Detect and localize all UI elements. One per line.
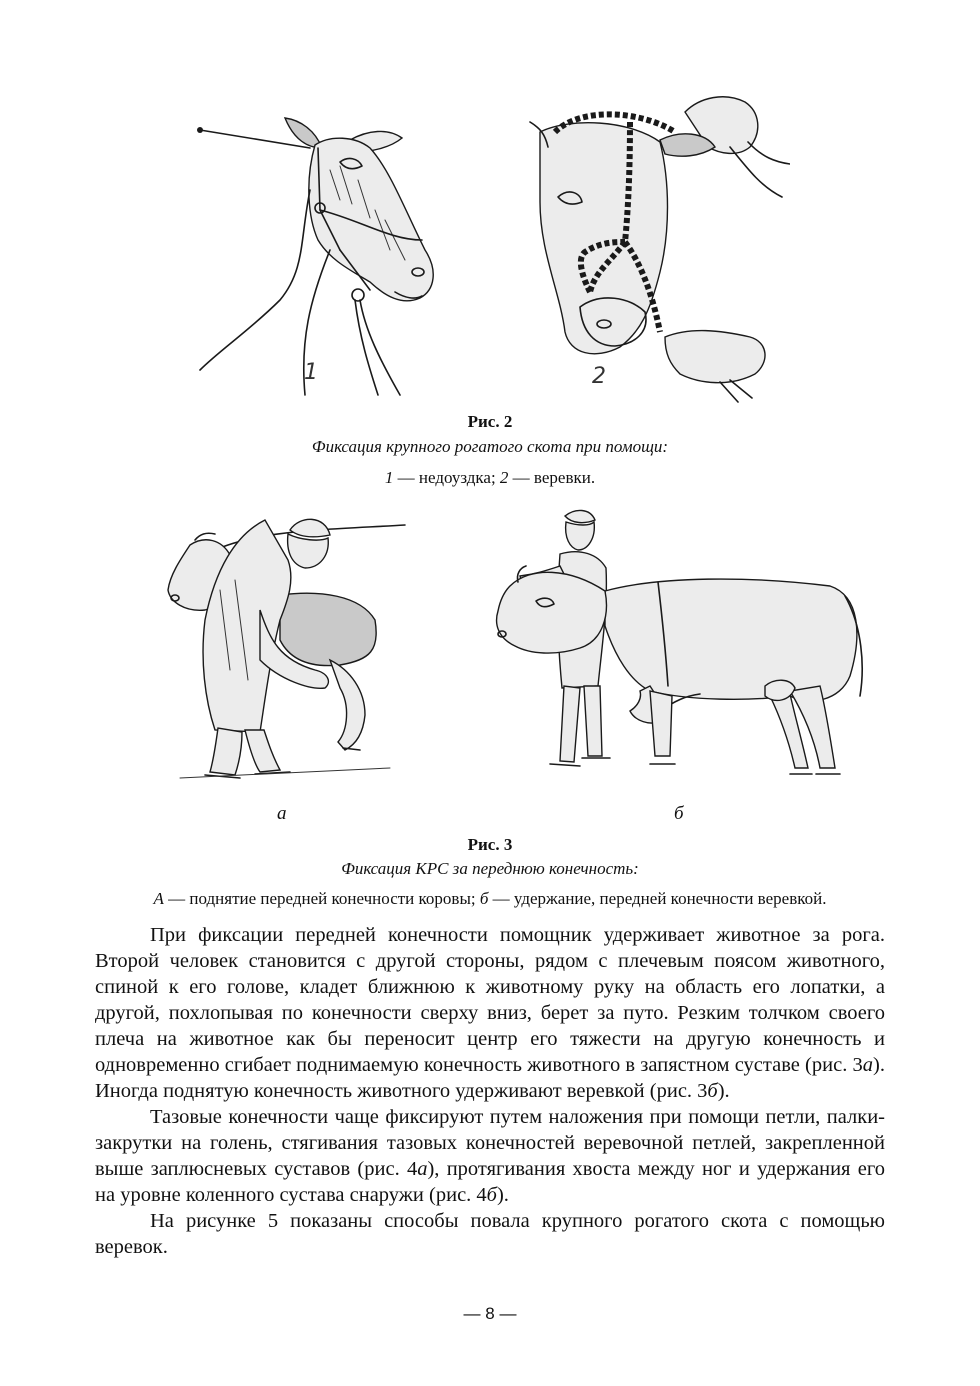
figure3-label-b: б bbox=[674, 803, 684, 824]
paragraph-2-italic1: а bbox=[417, 1158, 428, 1180]
figure2-legend-text2: — веревки. bbox=[508, 468, 596, 487]
figure2-subtitle: Фиксация крупного рогатого скота при помощи: bbox=[311, 437, 669, 456]
paragraph-3: На рисунке 5 показаны способы повала крупного рогатого скота с помощью веревок. bbox=[95, 1210, 885, 1258]
figure3-legend-letter-b: б bbox=[479, 889, 489, 908]
figure3-title: Рис. 3 bbox=[467, 835, 513, 854]
figure3-panel-a-illustration bbox=[160, 510, 410, 790]
figure2-panel2-number: 2 bbox=[592, 364, 606, 389]
figure3-legend bbox=[0, 889, 980, 909]
body-text bbox=[95, 922, 885, 1260]
paragraph-2 bbox=[95, 1104, 885, 1208]
paragraph-1-italic2: б bbox=[707, 1080, 718, 1102]
figure2-legend-text1: — недоуздка; bbox=[393, 468, 500, 487]
figure2-panel2-illustration bbox=[500, 92, 790, 412]
paragraph-1-part3: ). bbox=[717, 1080, 730, 1102]
paragraph-2-part1: Тазовые конечности чаще фиксируют путем наложения при помощи петли, палки-закрутки на голень, стягивания тазовых конечностей веревочной петлей, закрепленной выше заплюсневых суставов (рис. 4 bbox=[95, 1106, 885, 1180]
paragraph-1-part2: ). Иногда поднятую конечность животного удерживают веревкой (рис. 3 bbox=[95, 1054, 885, 1102]
figure2-legend-num1: 1 bbox=[384, 468, 394, 487]
figure2-panel1-illustration bbox=[190, 100, 450, 400]
figure3-subtitle: Фиксация КРС за переднюю конечность: bbox=[341, 859, 639, 878]
figure3-label-a: а bbox=[277, 803, 287, 824]
paragraph-1-part1: При фиксации передней конечности помощник удерживает животное за рога. Второй человек становится с другой стороны, рядом с плечевым поясом животного, спиной к его голове, кладет ближнюю к животному руку на область его лопатки, а другой, похлопывая по конечности сверху вниз, берет за путо. Резким толчком своего плеча на животное как бы переносит центр его тяжести на другую конечность и одновременно сгибает поднимаемую конечность животного в запястном суставе (рис. 3 bbox=[95, 924, 885, 1076]
paragraph-2-part3: ). bbox=[496, 1184, 509, 1206]
figure2-legend bbox=[0, 468, 980, 488]
figure2-panel1-number: 1 bbox=[304, 360, 318, 385]
figure3-legend-text-b: — удержание, передней конечности веревкой. bbox=[488, 889, 827, 908]
figure3-legend-letter-a: А bbox=[153, 889, 164, 908]
page-number: — 8 — bbox=[463, 1304, 517, 1323]
figure3-panel-b-illustration bbox=[490, 506, 870, 796]
paragraph-2-part2: ), протягивания хвоста между ног и удержания его на уровне коленного сустава снаружи (рис. 4 bbox=[95, 1158, 885, 1206]
paragraph-1 bbox=[95, 922, 885, 1104]
paragraph-2-italic2: б bbox=[486, 1184, 497, 1206]
figure2-legend-num2: 2 bbox=[499, 468, 509, 487]
figure2-title: Рис. 2 bbox=[467, 412, 513, 431]
paragraph-1-italic1: а bbox=[862, 1054, 874, 1076]
figure3-legend-text-a: — поднятие передней конечности коровы; bbox=[163, 889, 480, 908]
